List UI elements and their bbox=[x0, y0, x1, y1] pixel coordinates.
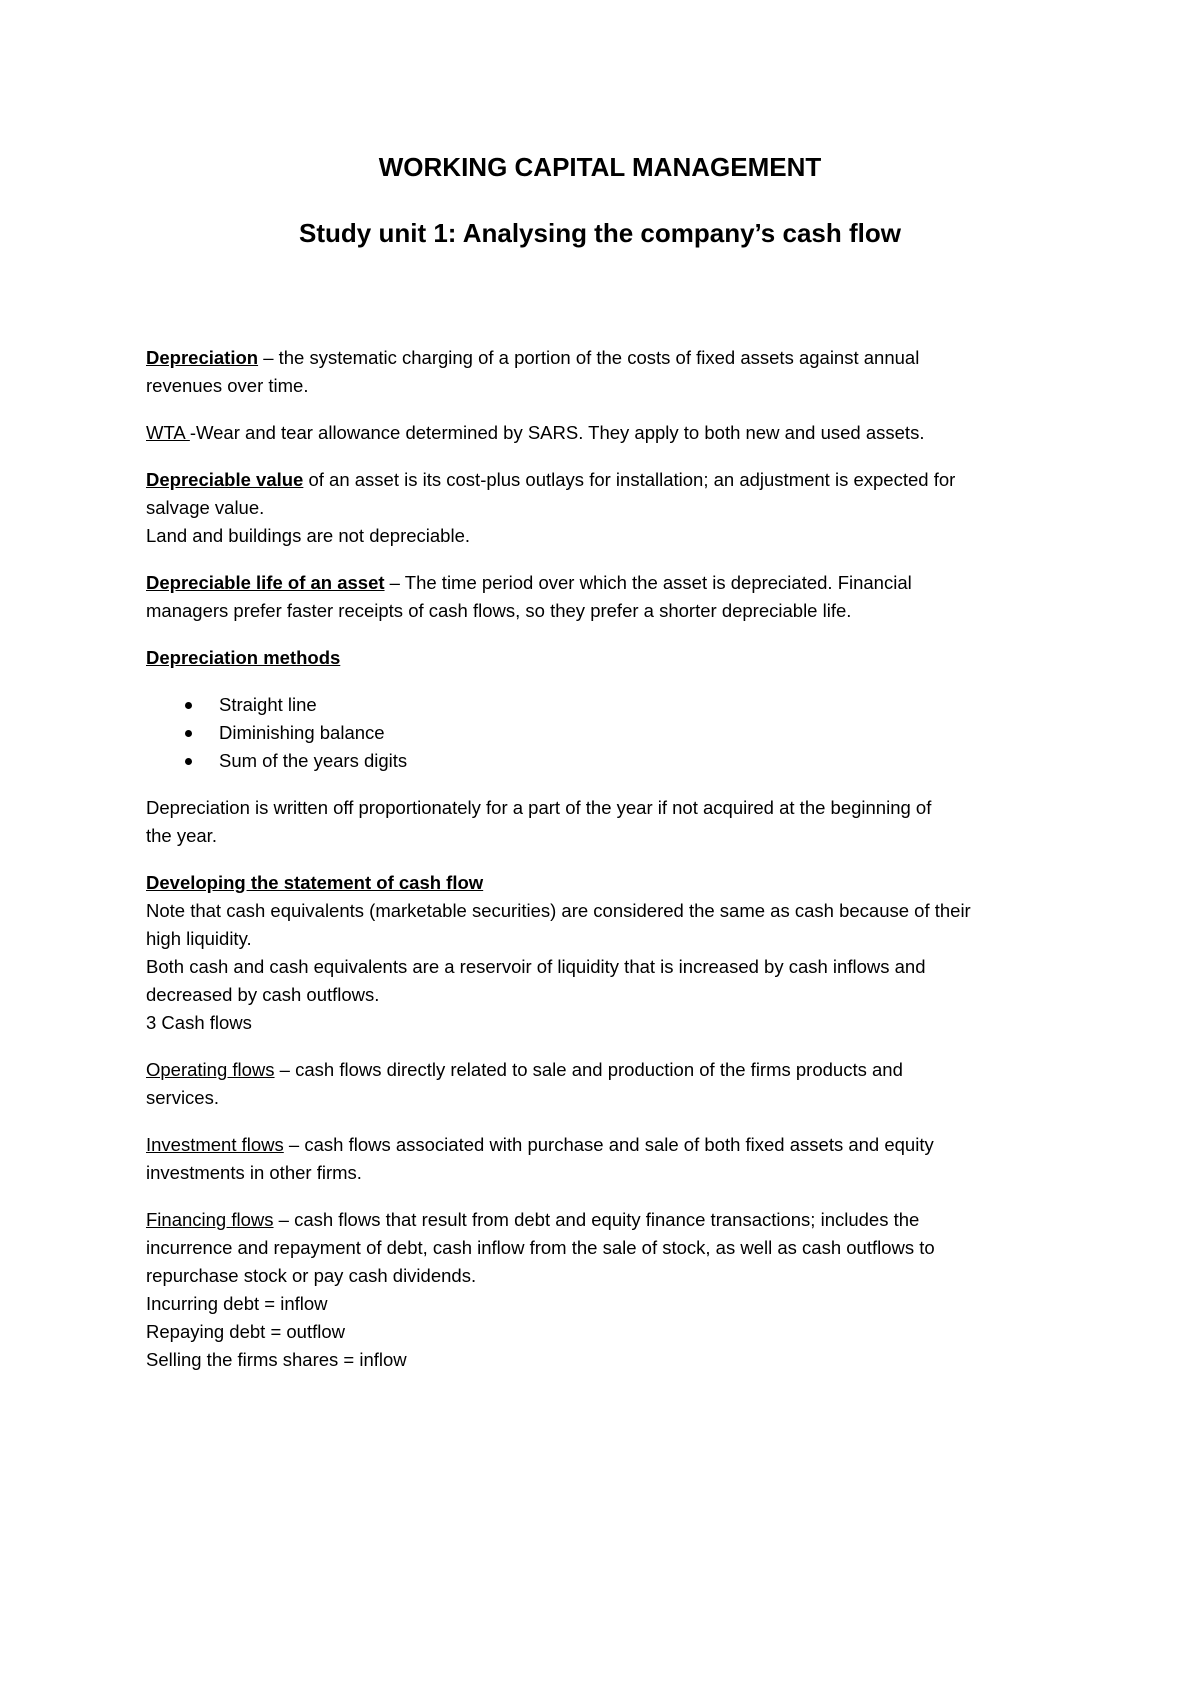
paragraph-depreciation: Depreciation – the systematic charging of a portion of the costs of fixed assets against annual revenues over time. bbox=[146, 347, 920, 396]
document-body bbox=[146, 344, 1066, 1393]
paragraph-statement-of-cash-flow: Developing the statement of cash flow Note that cash equivalents (marketable securities) are considered the same as cash because of their high liquidity. Both cash and cash equivalents are a reservoir of liquidity that is increased by cash inflows and decreased by cash outflows. 3 Cash flows bbox=[146, 869, 1066, 1037]
bullet-icon bbox=[185, 730, 192, 737]
paragraph-operating-flows: Operating flows – cash flows directly related to sale and production of the firms products and services. bbox=[146, 1059, 903, 1108]
heading-statement-of-cash-flow: Developing the statement of cash flow bbox=[146, 872, 484, 893]
list-item: Straight line bbox=[146, 691, 1066, 719]
paragraph-depreciable-value: Depreciable value of an asset is its cost-plus outlays for installation; an adjustment is expected for salvage value. Land and buildings are not depreciable. bbox=[146, 469, 956, 546]
term-investment-flows: Investment flows bbox=[146, 1134, 284, 1155]
paragraph-depreciable-life: Depreciable life of an asset – The time period over which the asset is depreciated. Financial managers prefer faster receipts of cash flows, so they prefer a shorter depreciable life. bbox=[146, 572, 912, 621]
list-item: Sum of the years digits bbox=[146, 747, 1066, 775]
document-subtitle: Study unit 1: Analysing the company’s cash flow bbox=[299, 218, 901, 248]
term-operating-flows: Operating flows bbox=[146, 1059, 275, 1080]
paragraph-partial-year: Depreciation is written off proportionately for a part of the year if not acquired at the beginning of the year. bbox=[146, 797, 932, 846]
paragraph-financing-flows: Financing flows – cash flows that result from debt and equity finance transactions; includes the incurrence and repayment of debt, cash inflow from the sale of stock, as well as cash outflows to repurchase stock or pay cash dividends. Incurring debt = inflow Repaying debt = outflow Selling the firms shares = inflow bbox=[146, 1209, 935, 1370]
term-depreciable-value: Depreciable value bbox=[146, 469, 304, 490]
paragraph-wta: WTA -Wear and tear allowance determined by SARS. They apply to both new and used assets. bbox=[146, 422, 925, 443]
list-item: Diminishing balance bbox=[146, 719, 1066, 747]
term-depreciation: Depreciation bbox=[146, 347, 259, 368]
depreciation-methods-list bbox=[146, 691, 1066, 775]
paragraph-investment-flows: Investment flows – cash flows associated with purchase and sale of both fixed assets and equity investments in other firms. bbox=[146, 1134, 934, 1183]
bullet-icon bbox=[185, 702, 192, 709]
bullet-icon bbox=[185, 758, 192, 765]
term-wta: WTA bbox=[146, 422, 190, 443]
term-depreciable-life: Depreciable life of an asset bbox=[146, 572, 385, 593]
heading-depreciation-methods: Depreciation methods bbox=[146, 647, 341, 668]
term-financing-flows: Financing flows bbox=[146, 1209, 274, 1230]
document-title: WORKING CAPITAL MANAGEMENT bbox=[378, 152, 822, 182]
